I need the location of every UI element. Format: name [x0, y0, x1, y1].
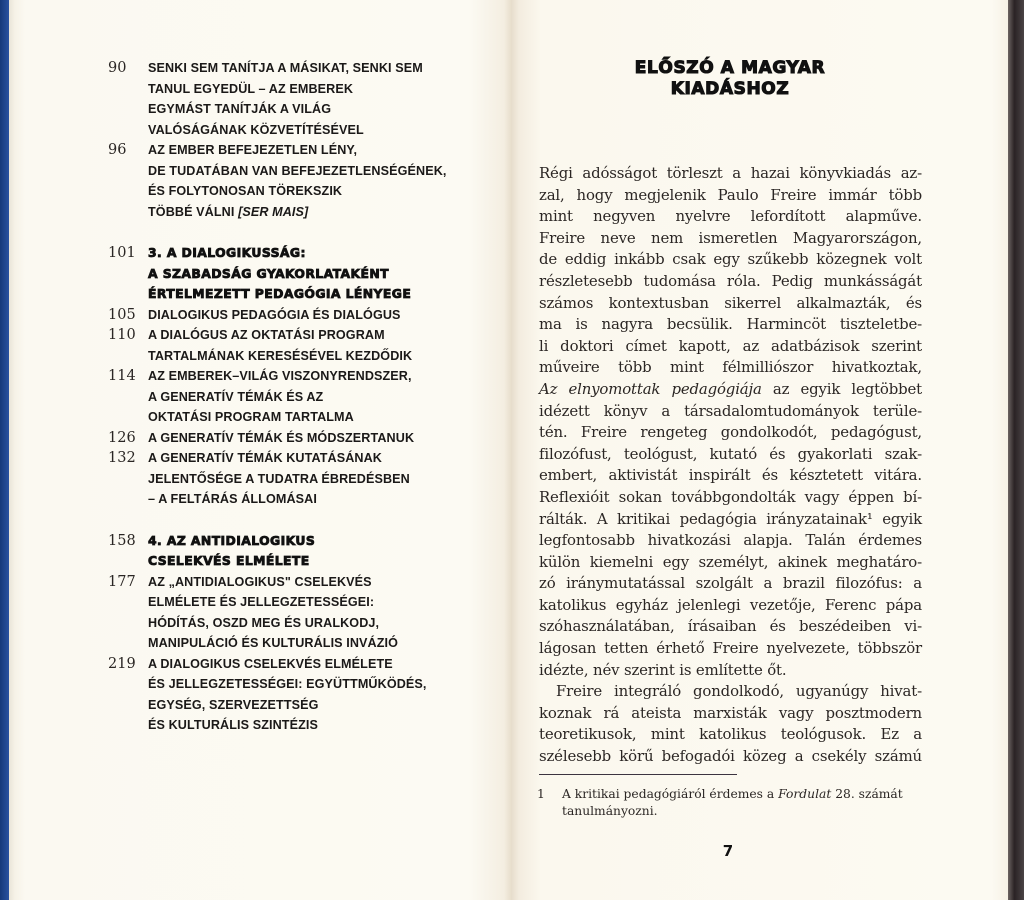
toc-page-number: 126 [108, 429, 136, 446]
body-line: külön kiemelni egy személyt, akinek meghatáro- [539, 552, 922, 571]
footnote-marker: 1 [537, 787, 545, 801]
toc-page-number: 177 [108, 573, 136, 590]
toc-page-number: 90 [108, 60, 127, 76]
toc-title-line: AZ EMBEREK–VILÁG VISZONYRENDSZER, [148, 369, 412, 383]
toc-title-line: ÉS KULTURÁLIS SZINTÉZIS [148, 718, 318, 732]
body-line: idézett könyv a társadalomtudományok terüle- [539, 401, 922, 420]
body-line: idézte, név szerint is említette őt. [539, 660, 787, 679]
footnote [537, 786, 922, 819]
toc-entry [100, 448, 490, 510]
toc-title-line: A GENERATÍV TÉMÁK ÉS AZ [148, 389, 324, 404]
toc-title-line: ÉS FOLYTONOSAN TÖREKSZIK [148, 184, 343, 198]
toc-page-number: 158 [108, 532, 136, 549]
toc-page-number: 219 [108, 655, 136, 672]
toc-title-line: A DIALÓGUS AZ OKTATÁSI PROGRAM [148, 328, 385, 342]
toc-title-line: ÉRTELMEZETT PEDAGÓGIA LÉNYEGE [148, 286, 412, 301]
toc-title [148, 572, 398, 654]
body-line: zó iránymutatással szolgált a brazil filozófus: a [539, 574, 922, 593]
body-line: mint negyven nyelvre lefordított alapműve. [539, 207, 922, 226]
toc-title-line: DE TUDATÁBAN VAN BEFEJEZETLENSÉGÉNEK, [148, 163, 447, 178]
footnote-journal-title: Fordulat [778, 787, 832, 801]
body-line: li doktori címet kapott, az adatbázisok szerint [539, 336, 922, 355]
toc-title-line: A GENERATÍV TÉMÁK KUTATÁSÁNAK [148, 451, 383, 465]
toc-title [148, 654, 427, 736]
toc-title-line: AZ „ANTIDIALOGIKUS" CSELEKVÉS [148, 574, 372, 589]
body-line: részletesebb tudomása róla. Pedig munkásságát [539, 271, 922, 290]
heading-line: KIADÁSHOZ [670, 79, 790, 99]
body-line [539, 379, 922, 401]
footnote-rule [539, 774, 737, 775]
toc-title [148, 428, 414, 449]
footnote-text [537, 786, 922, 819]
body-line: Régi adósságot törleszt a hazai könyvkiadás az- [539, 164, 922, 182]
toc-title [148, 531, 315, 572]
body-line: szélesebb körű befogadói közeg a csekély számú [539, 747, 922, 766]
body-line: számos kontextusban sikerrel alkalmazták, és [539, 293, 922, 312]
body-line: koznak rá ateista marxisták vagy posztmodern [539, 703, 922, 722]
toc-title [148, 58, 423, 140]
toc-entry [100, 428, 490, 449]
toc-chapter-entry [100, 531, 490, 572]
toc-title-line: ELMÉLETE ÉS JELLEGZETESSÉGEI: [148, 595, 375, 609]
toc-title [148, 325, 412, 366]
body-line: Freire integráló gondolkodó, ugyanúgy hivat- [556, 682, 922, 701]
toc-title-line: OKTATÁSI PROGRAM TARTALMA [148, 410, 354, 424]
toc-page-number: 132 [108, 450, 136, 466]
book-cover-edge [0, 0, 9, 900]
toc-title-line: SENKI SEM TANÍTJA A MÁSIKAT, SENKI SEM [148, 61, 423, 75]
body-line: műveire több mint félmilliószor hivatkoztak, [539, 358, 922, 377]
toc-title-line: EGYMÁST TANÍTJÁK A VILÁG [148, 102, 332, 116]
body-line: katolikus egyház jelenlegi vezetője, Ferenc pápa [539, 595, 922, 614]
toc-spacer [100, 222, 490, 243]
body-line: legfontosabb hivatkozási alapja. Talán érdemes [539, 531, 922, 550]
chapter-heading [540, 58, 920, 100]
toc-page-number: 105 [108, 306, 136, 323]
toc-title-line: DIALOGIKUS PEDAGÓGIA ÉS DIALÓGUS [148, 307, 401, 322]
toc-entry [100, 140, 490, 222]
toc-title-line: VALÓSÁGÁNAK KÖZVETÍTÉSÉVEL [148, 122, 364, 137]
toc-title-line: – A FELTÁRÁS ÁLLOMÁSAI [148, 492, 317, 506]
toc-title-line: ÉS JELLEGZETESSÉGEI: EGYÜTTMŰKÖDÉS, [148, 677, 427, 691]
toc-title-line: A SZABADSÁG GYAKORLATAKÉNT [148, 265, 389, 281]
body-line: Freire neve nem ismeretlen Magyarországon, [539, 228, 922, 247]
toc-page-number: 110 [108, 327, 136, 343]
body-line: filozófust, teológust, kutató és gyakorlati szak- [539, 444, 922, 463]
toc-entry [100, 572, 490, 654]
body-line: lágosan tetten érhető Freire nyelvezete, többször [539, 639, 922, 658]
toc-title-line: AZ EMBER BEFEJEZETLEN LÉNY, [148, 143, 358, 157]
book-title: Az elnyomottak pedagógiája [539, 379, 762, 398]
toc-title [148, 305, 401, 326]
table-of-contents [100, 58, 490, 736]
body-line: teoretikusok, mint katolikus teológusok. Ez a [539, 725, 922, 744]
toc-title [148, 448, 410, 510]
toc-title-line: 3. A DIALOGIKUSSÁG: [148, 245, 306, 260]
toc-entry [100, 305, 490, 326]
body-line: Reflexióit sokan továbbgondolták vagy éppen bí- [539, 487, 922, 506]
book-back-edge [1008, 0, 1024, 900]
footnote-text-part: 28. számát tanulmányozni. [562, 787, 903, 818]
body-line: ma is nagyra becsülik. Harmincöt tiszteletbe- [539, 315, 922, 334]
body-text-part: az egyik legtöbbet [761, 379, 922, 398]
toc-title [148, 243, 411, 305]
toc-entry [100, 654, 490, 736]
body-line: zal, hogy megjelenik Paulo Freire immár több [539, 185, 922, 204]
toc-title [148, 366, 412, 428]
toc-title-text: TÖBBÉ VÁLNI [148, 204, 239, 219]
toc-title-line: TARTALMÁNAK KERESÉSÉVEL KEZDŐDIK [148, 348, 413, 363]
toc-spacer [100, 510, 490, 531]
toc-chapter-entry [100, 243, 490, 305]
toc-title-line: CSELEKVÉS ELMÉLETE [148, 553, 310, 568]
body-line: rálták. A kritikai pedagógia irányzatainak¹ egyik [539, 509, 922, 528]
toc-title-line [148, 202, 447, 223]
toc-page-number: 96 [108, 142, 127, 158]
toc-title-line: A DIALOGIKUS CSELEKVÉS ELMÉLETE [148, 656, 393, 671]
toc-title-line: A GENERATÍV TÉMÁK ÉS MÓDSZERTANUK [148, 430, 415, 445]
body-line: embert, aktivistát inspirált és késztetett vitára. [539, 466, 922, 485]
toc-title-foreign-term: [SER MAIS] [238, 204, 309, 219]
toc-title-line: HÓDÍTÁS, OSZD MEG ÉS URALKODJ, [148, 615, 380, 630]
body-line: szóhasználatában, írásaiban és beszédeiben vi- [539, 617, 922, 636]
toc-title-line: TANUL EGYEDÜL – AZ EMBEREK [148, 81, 354, 96]
page-number: 7 [722, 842, 734, 860]
toc-title-line: 4. AZ ANTIDIALOGIKUS [148, 532, 316, 548]
toc-title-line: EGYSÉG, SZERVEZETTSÉG [148, 697, 319, 712]
footnote-text-part: A kritikai pedagógiáról érdemes a [562, 787, 779, 801]
heading-line: ELŐSZÓ A MAGYAR [634, 58, 826, 78]
toc-title-line: JELENTŐSÉGE A TUDATRA ÉBREDÉSBEN [148, 471, 410, 486]
body-line: tén. Freire rengeteg gondolkodót, pedagógust, [539, 423, 922, 442]
toc-page-number: 101 [108, 245, 136, 261]
body-line: de eddig inkább csak egy szűkebb közegnek volt [539, 250, 922, 269]
toc-entry [100, 58, 490, 140]
toc-entry [100, 366, 490, 428]
body-text [539, 163, 922, 768]
toc-title [148, 140, 447, 222]
toc-entry [100, 325, 490, 366]
toc-page-number: 114 [108, 368, 136, 384]
toc-title-line: MANIPULÁCIÓ ÉS KULTURÁLIS INVÁZIÓ [148, 636, 399, 650]
